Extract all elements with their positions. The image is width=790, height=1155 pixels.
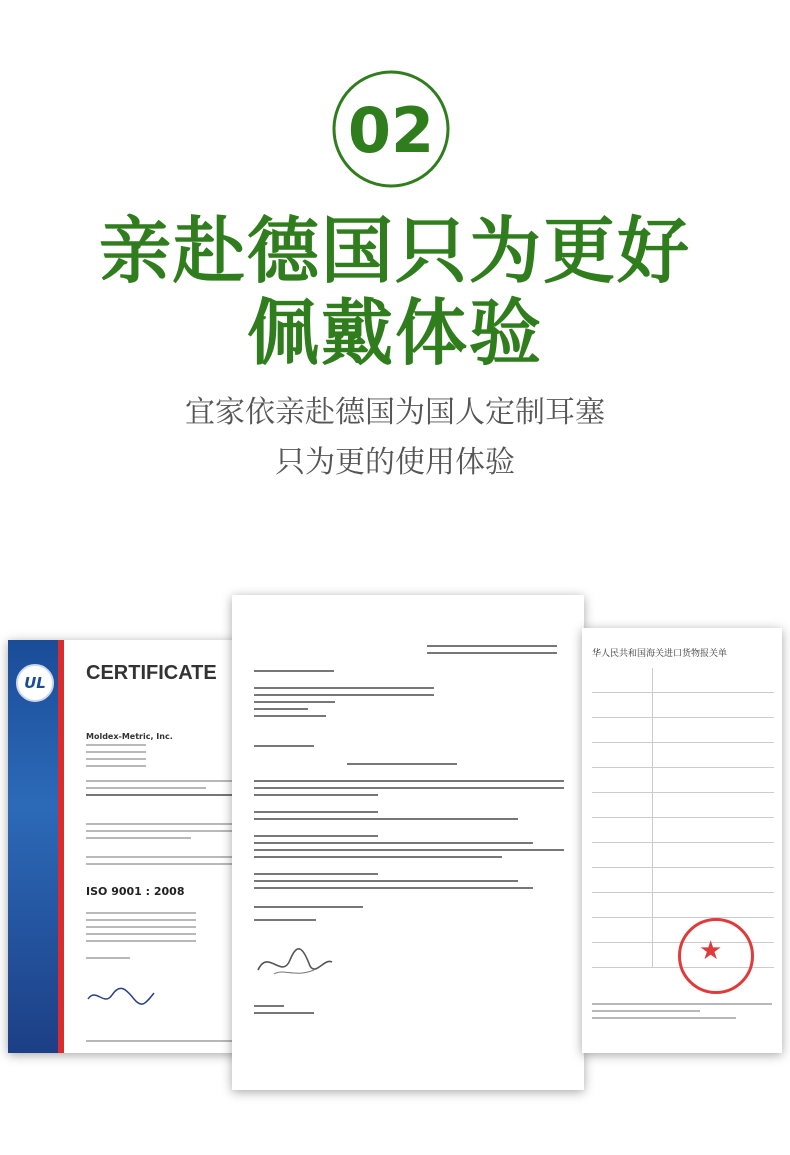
- certificate-title: CERTIFICATE: [86, 662, 217, 684]
- letter-signature: [254, 940, 334, 986]
- customs-form-title: 华人民共和国海关进口货物报关单: [592, 649, 728, 659]
- subtitle-line-2: 只为更的使用体验: [275, 445, 515, 480]
- iso-certificate-document: [8, 640, 250, 1053]
- letter-heading-line: [347, 763, 457, 770]
- headline-line-2: 佩戴体验: [246, 291, 543, 375]
- certificate-red-line: [58, 640, 64, 1053]
- certificate-address-lines: [86, 744, 146, 772]
- customs-footer-lines: [592, 1003, 772, 1024]
- letter-header-lines: [427, 645, 557, 659]
- certificate-body-lines: [86, 780, 236, 870]
- certificate-company: Moldex-Metric, Inc.: [86, 732, 173, 741]
- stamp-star-icon: ★: [699, 936, 723, 966]
- certificate-standard: ISO 9001 : 2008: [86, 885, 185, 898]
- letter-address-lines: [254, 687, 434, 722]
- letter-signatory-lines: [254, 1005, 314, 1019]
- badge-number: 02: [347, 94, 435, 167]
- letter-salutation-line: [254, 745, 314, 752]
- distributorship-letter-document: [232, 595, 584, 1090]
- letter-body-lines: [254, 780, 564, 926]
- step-number-badge: [330, 68, 452, 190]
- certificate-signature: [86, 985, 156, 1009]
- ul-logo: UL: [16, 664, 54, 702]
- customs-form-table: [592, 668, 774, 968]
- headline-line-1: 亲赴德国只为更好: [98, 209, 691, 293]
- certificate-detail-lines: [86, 912, 196, 964]
- customs-declaration-document: [582, 628, 782, 1053]
- subtitle-line-1: 宜家依亲赴德国为国人定制耳塞: [185, 395, 605, 430]
- letter-date-line: [254, 670, 334, 677]
- certificate-footer-line: [86, 1040, 246, 1047]
